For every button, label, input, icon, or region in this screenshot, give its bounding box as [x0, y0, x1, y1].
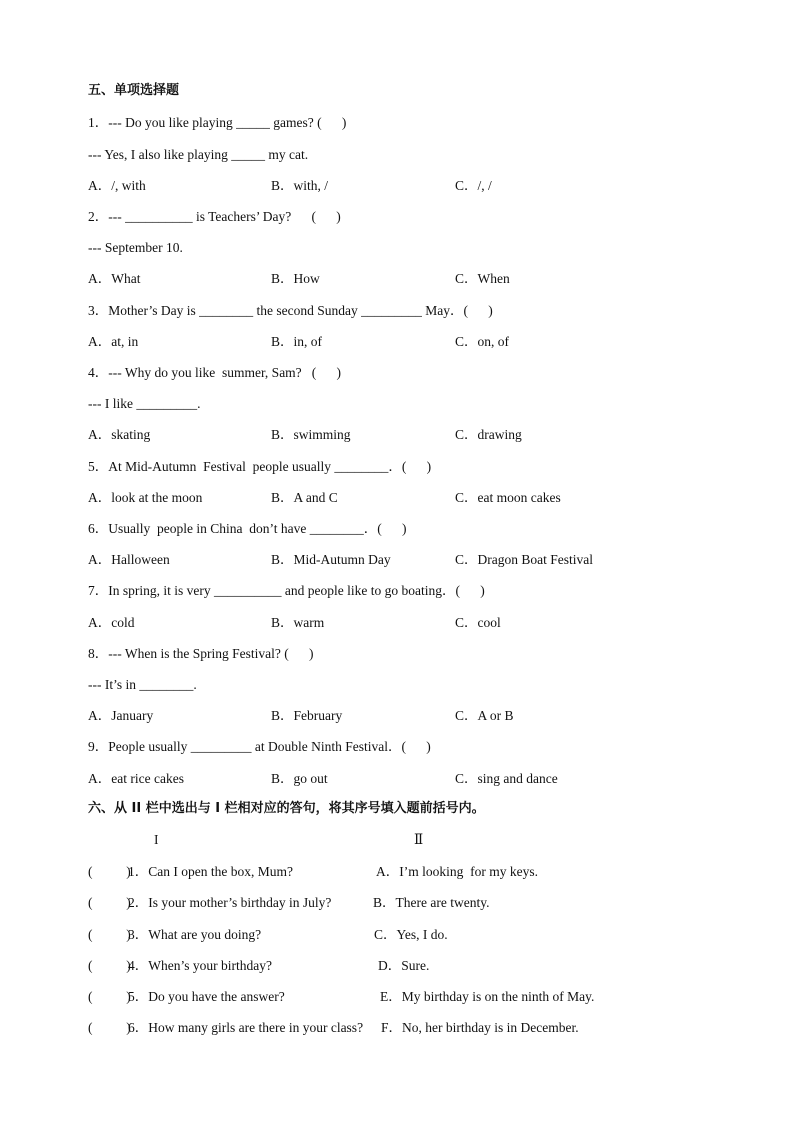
answer-blank: ( ) [88, 895, 131, 910]
question-response-line: --- I like _________. [88, 396, 201, 411]
answer-option-a: A．at, in [88, 334, 139, 349]
answer-option-a: A．skating [88, 427, 151, 442]
question-stem: 8．--- When is the Spring Festival? ( ) [88, 646, 314, 661]
answer-option-c: C．cool [455, 615, 501, 630]
column-header-ii: Ⅱ [414, 832, 424, 847]
answer-blank: ( ) [88, 989, 131, 1004]
matching-answer: C．Yes, I do. [374, 927, 448, 942]
matching-question: 6．How many girls are there in your class? [128, 1020, 364, 1035]
answer-blank: ( ) [88, 864, 131, 879]
matching-answer: D．Sure. [378, 958, 430, 973]
answer-option-c: C．drawing [455, 427, 522, 442]
answer-option-b: B．How [271, 271, 320, 286]
question-stem: 6．Usually people in China don’t have ________．( ) [88, 521, 407, 536]
answer-option-a: A．January [88, 708, 154, 723]
answer-option-a: A．look at the moon [88, 490, 203, 505]
answer-option-c: C．sing and dance [455, 771, 558, 786]
answer-option-c: C．When [455, 271, 510, 286]
answer-blank: ( ) [88, 958, 131, 973]
answer-option-b: B．in, of [271, 334, 323, 349]
answer-option-c: C．A or B [455, 708, 514, 723]
answer-option-b: B．swimming [271, 427, 351, 442]
matching-question: 5．Do you have the answer? [128, 989, 285, 1004]
section5-title: 五、单项选择题 [88, 83, 180, 98]
answer-option-b: B．Mid-Autumn Day [271, 552, 391, 567]
answer-option-a: A．/, with [88, 178, 146, 193]
answer-option-a: A．cold [88, 615, 135, 630]
matching-answer: B．There are twenty. [373, 895, 490, 910]
answer-option-b: B．go out [271, 771, 328, 786]
answer-option-c: C．eat moon cakes [455, 490, 561, 505]
matching-question: 1．Can I open the box, Mum? [128, 864, 293, 879]
question-stem: 7．In spring, it is very __________ and people like to go boating．( ) [88, 583, 485, 598]
question-response-line: --- Yes, I also like playing _____ my cat. [88, 147, 309, 162]
matching-question: 4．When’s your birthday? [128, 958, 272, 973]
question-response-line: --- September 10. [88, 240, 183, 255]
section6-title: 六、从 II 栏中选出与 I 栏相对应的答句，将其序号填入题前括号内。 [88, 801, 485, 816]
answer-option-b: B．February [271, 708, 343, 723]
answer-option-b: B．A and C [271, 490, 338, 505]
answer-blank: ( ) [88, 927, 131, 942]
answer-option-a: A．What [88, 271, 141, 286]
answer-option-b: B．warm [271, 615, 325, 630]
question-response-line: --- It’s in ________. [88, 677, 197, 692]
answer-option-c: C．/, / [455, 178, 492, 193]
question-stem: 5．At Mid-Autumn Festival people usually ________．( ) [88, 459, 432, 474]
answer-option-b: B．with, / [271, 178, 329, 193]
matching-answer: A．I’m looking for my keys. [376, 864, 538, 879]
answer-option-a: A．eat rice cakes [88, 771, 184, 786]
column-header-i: I [154, 832, 159, 847]
answer-option-c: C．Dragon Boat Festival [455, 552, 593, 567]
question-stem: 9．People usually _________ at Double Ninth Festival．( ) [88, 739, 431, 754]
question-stem: 1．--- Do you like playing _____ games? ( ) [88, 115, 347, 130]
answer-option-c: C．on, of [455, 334, 509, 349]
matching-answer: F．No, her birthday is in December. [381, 1020, 579, 1035]
matching-question: 2．Is your mother’s birthday in July? [128, 895, 332, 910]
answer-option-a: A．Halloween [88, 552, 170, 567]
matching-answer: E．My birthday is on the ninth of May. [380, 989, 595, 1004]
question-stem: 2．--- __________ is Teachers’ Day? ( ) [88, 209, 341, 224]
question-stem: 4．--- Why do you like summer, Sam? ( ) [88, 365, 342, 380]
answer-blank: ( ) [88, 1020, 131, 1035]
question-stem: 3．Mother’s Day is ________ the second Sunday _________ May．( ) [88, 303, 493, 318]
matching-question: 3．What are you doing? [128, 927, 262, 942]
